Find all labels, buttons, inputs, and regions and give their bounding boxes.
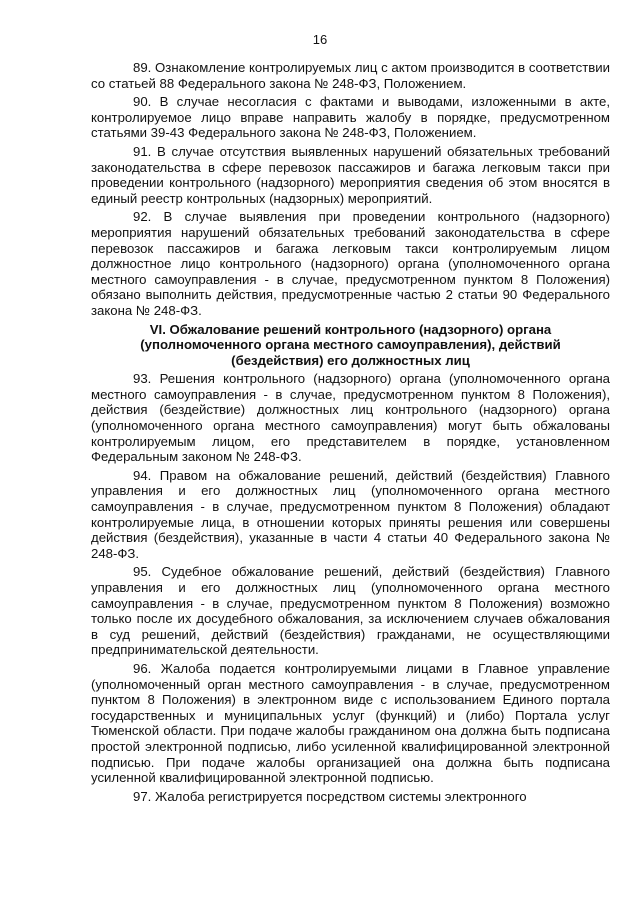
paragraph-97: 97. Жалоба регистрируется посредством системы электронного: [133, 788, 527, 804]
paragraph-89: 89. Ознакомление контролируемых лиц с актом производится в соответствии со статьей 88 Федерального закона № 248-ФЗ, Положением.: [91, 60, 610, 91]
paragraph-94: 94. Правом на обжалование решений, действий (бездействия) Главного управления и его должностных лиц (уполномоченного органа местного самоуправления - в случае, предусмотренном пунктом 8 Положения) обладают контролируемые лица, в отношении которых приняты решения или совершены действия (бездействия), указанные в части 4 статьи 40 Федерального закона № 248-ФЗ.: [91, 467, 610, 561]
paragraph-91: 91. В случае отсутствия выявленных нарушений обязательных требований законодательства в сфере перевозок пассажиров и багажа легковым такси при проведении контрольного (надзорного) мероприятия сведения об этом вносятся в единый реестр контрольных (надзорных) мероприятий.: [91, 143, 610, 206]
paragraph-95: 95. Судебное обжалование решений, действий (бездействия) Главного управления и его должностных лиц (уполномоченного органа местного самоуправления - в случае, предусмотренном пунктом 8 Положения) возможно только после их досудебного обжалования, за исключением случаев обжалования в суд решений, действий (бездействия) гражданами, не осуществляющими предпринимательской деятельности.: [91, 564, 610, 658]
paragraph-92: 92. В случае выявления при проведении контрольного (надзорного) мероприятия нарушений обязательных требований законодательства в сфере перевозок пассажиров и багажа легковым такси контролируемым лицом должностное лицо контрольного (надзорного) органа (уполномоченного органа местного самоуправления - в случае, предусмотренном пунктом 8 Положения) обязано выполнить действия, предусмотренные частью 2 статьи 90 Федерального закона № 248-ФЗ.: [91, 209, 610, 318]
paragraph-93: 93. Решения контрольного (надзорного) органа (уполномоченного органа местного самоуправления - в случае, предусмотренном пунктом 8 Положения), действия (бездействие) должностных лиц контрольного (надзорного) органа (уполномоченного органа местного самоуправления) могут быть обжалованы контролируемым лицом, его представителем в порядке, установленном Федеральным законом № 248-ФЗ.: [91, 371, 610, 465]
page-number: 16: [312, 32, 328, 47]
paragraph-96: 96. Жалоба подается контролируемыми лицами в Главное управление (уполномоченный орган местного самоуправления - в случае, предусмотренном пунктом 8 Положения) в электронном виде с использованием Единого портала государственных и муниципальных услуг (функций) и (либо) Портала услуг Тюменской области. При подаче жалобы гражданином она должна быть подписана простой электронной подписью, либо усиленной квалифицированной электронной подписью. При подаче жалобы организацией она должна быть подписана усиленной квалифицированной электронной подписью.: [91, 660, 610, 786]
document-body: [91, 60, 610, 807]
paragraph-90: 90. В случае несогласия с фактами и выводами, изложенными в акте, контролируемое лицо вправе направить жалобу в порядке, предусмотренном статьями 39-43 Федерального закона № 248-ФЗ, Положением.: [91, 94, 610, 141]
section-heading: VI. Обжалование решений контрольного (надзорного) органа (уполномоченного органа местного самоуправления), действий (бездействия) его должностных лиц: [140, 321, 561, 368]
